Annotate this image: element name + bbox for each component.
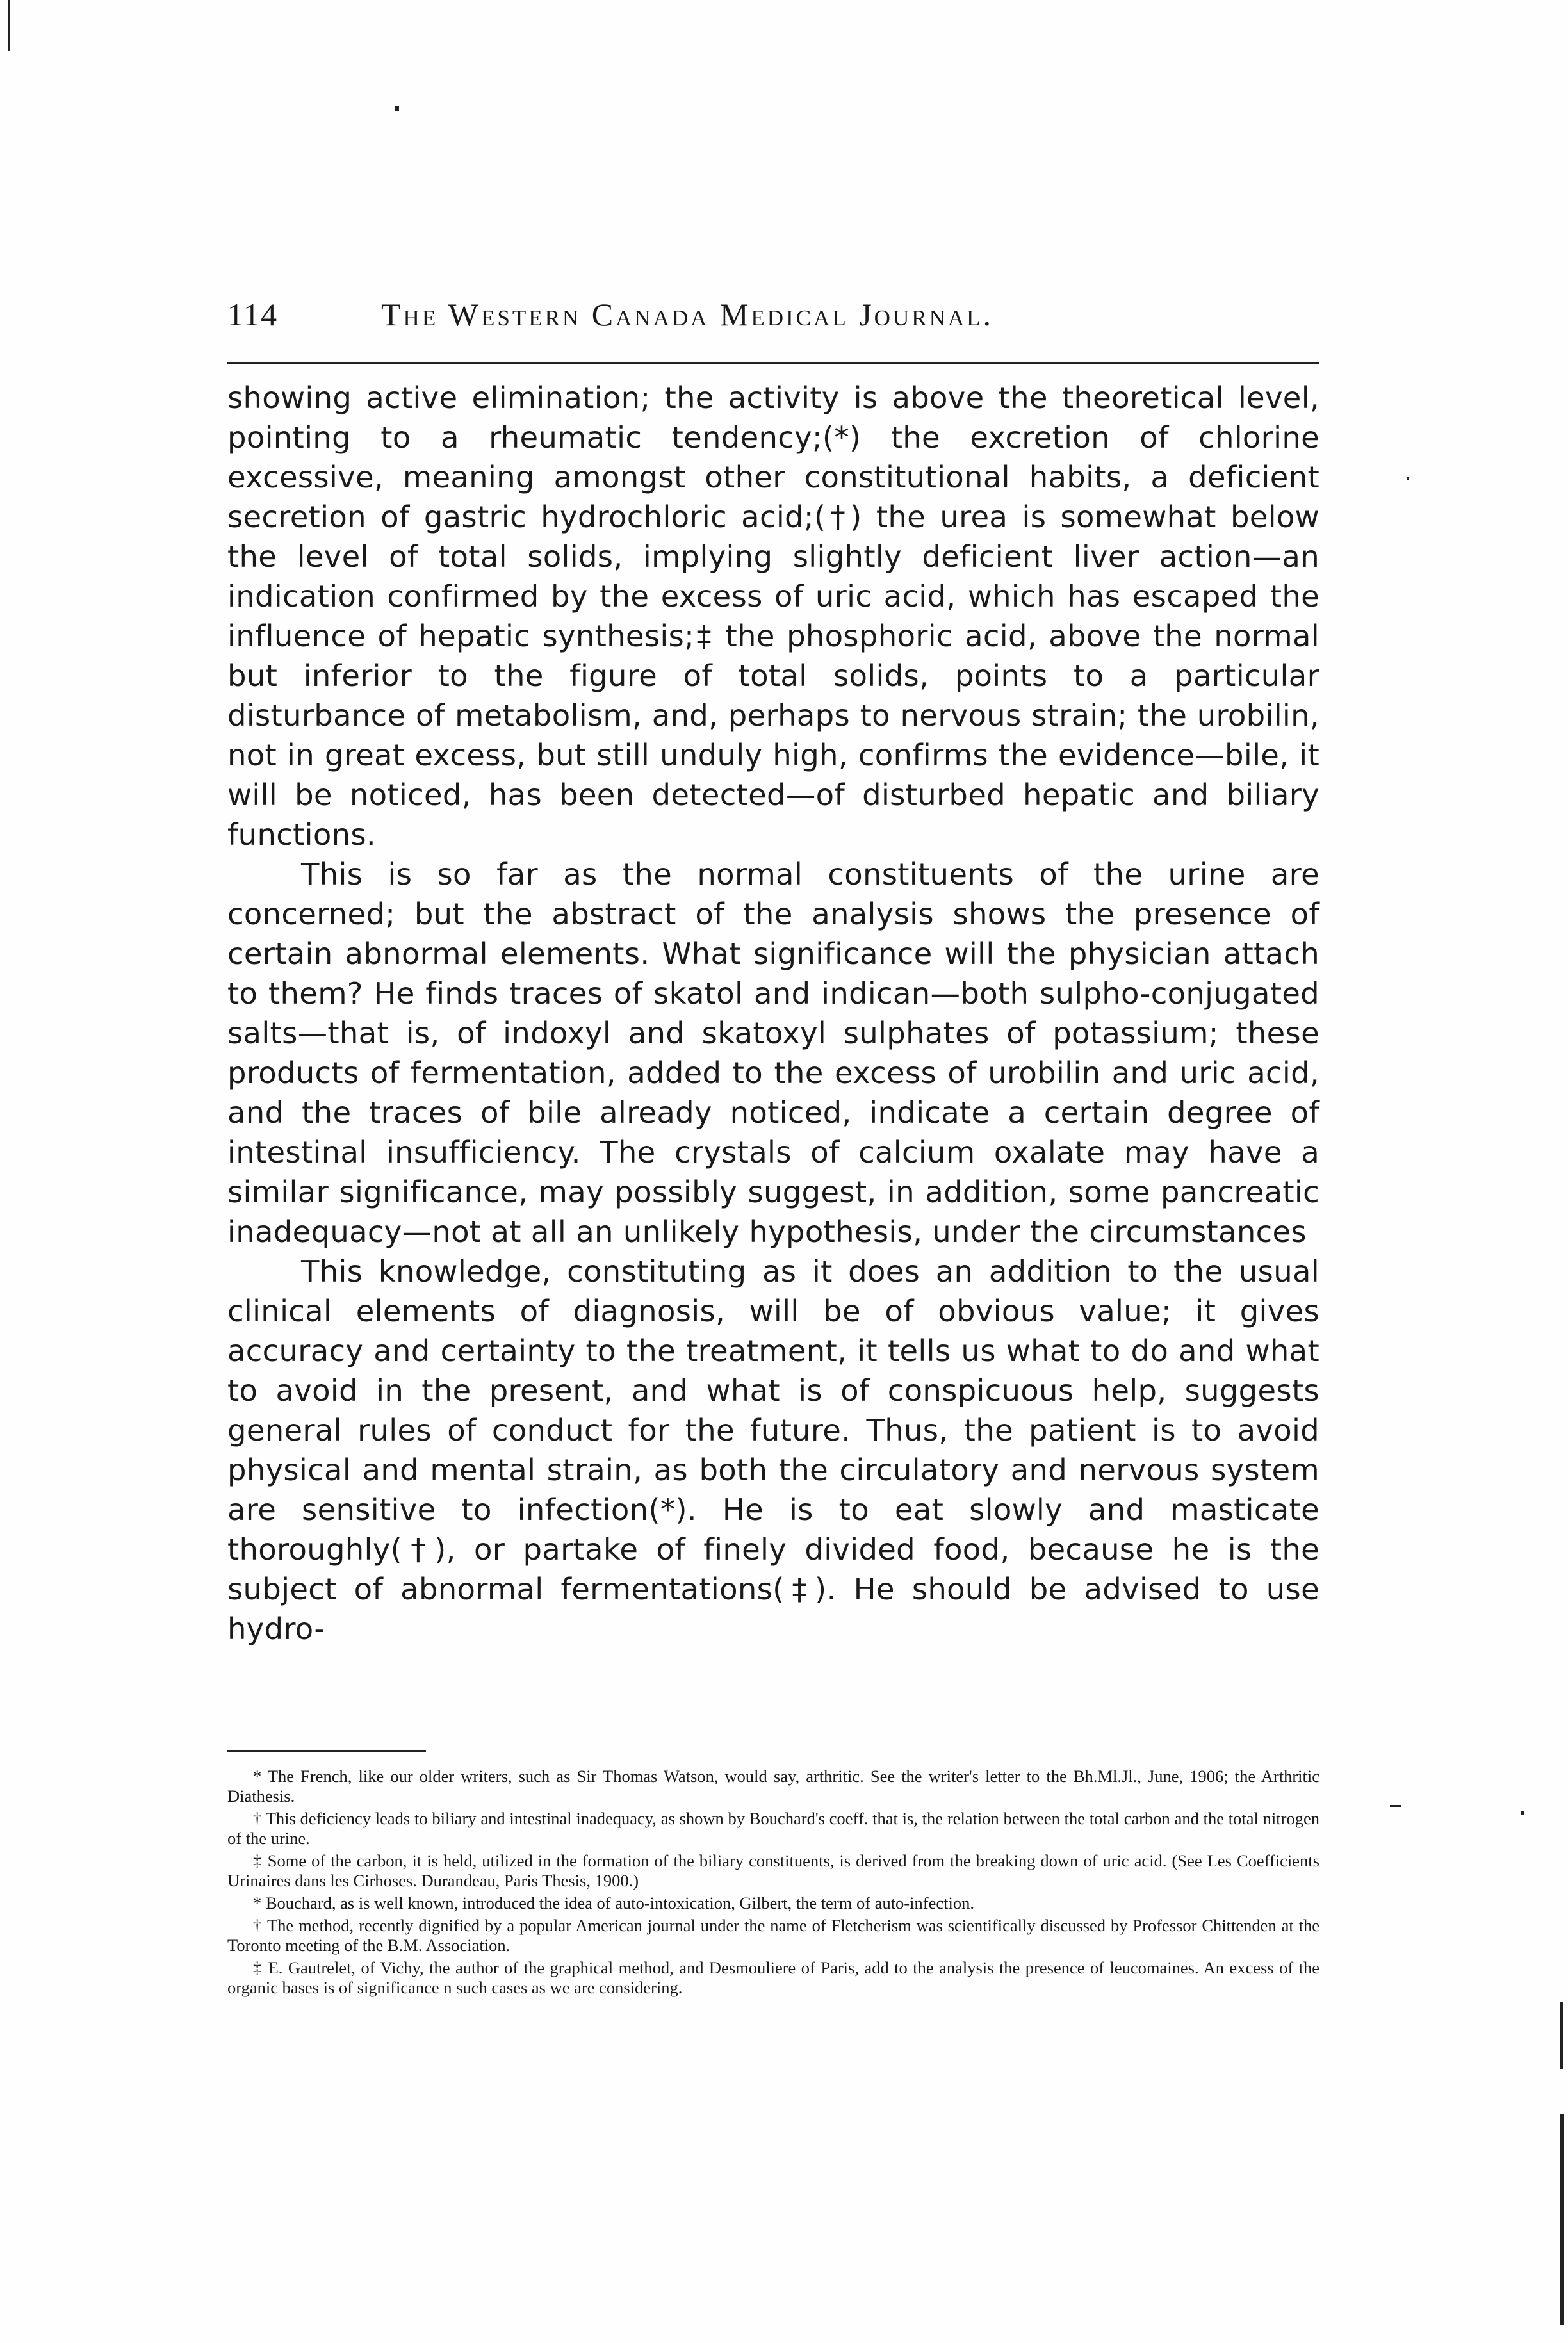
scan-mark-top-left	[8, 0, 10, 51]
body-text	[227, 378, 1319, 1649]
body-paragraph: This is so far as the normal constituents of the urine are concerned; but the abstract of the analysis shows the presence of certain abnormal elements. What significance will the physician attach to them? He finds traces of skatol and indican—both sulpho-conjugated salts—that is, of indoxyl and skatoxyl sulphates of potassium; these products of fermentation, added to the excess of urobilin and uric acid, and the traces of bile already noticed, indicate a certain degree of intestinal insufficiency. The crystals of calcium oxalate may have a similar significance, may possibly suggest, in addition, some pancreatic inadequacy—not at all an unlikely hypothesis, under the circumstances	[227, 857, 1319, 1249]
footnote: * Bouchard, as is well known, introduced the idea of auto-intoxication, Gilbert, the term of auto-infection.	[253, 1893, 974, 1913]
scan-mark-right-dot	[1407, 477, 1409, 480]
footnote-rule	[227, 1750, 426, 1752]
footnote: † This deficiency leads to biliary and intestinal inadequacy, as shown by Bouchard's coeff. that is, the relation between the total carbon and the total nitrogen of the urine.	[227, 1809, 1319, 1848]
footnote: * The French, like our older writers, such as Sir Thomas Watson, would say, arthritic. See the writer's letter to the Bh.Ml.Jl., June, 1906; the Arthritic Diathesis.	[227, 1767, 1319, 1806]
footnote: † The method, recently dignified by a popular American journal under the name of Fletcherism was scientifically discussed by Professor Chittenden at the Toronto meeting of the B.M. Association.	[227, 1916, 1319, 1955]
running-header	[227, 296, 1319, 354]
body-paragraph: This knowledge, constituting as it does an addition to the usual clinical elements of diagnosis, will be of obvious value; it gives accuracy and certainty to the treatment, it tells us what to do and what to avoid in the present, and what is of conspicuous help, suggests general rules of conduct for the future. Thus, the patient is to avoid physical and mental strain, as both the circulatory and nervous system are sensitive to infection(*). He is to eat slowly and masticate thoroughly(†), or partake of finely divided food, because he is the subject of abnormal fermentations(‡). He should be advised to use hydro-	[227, 1254, 1319, 1646]
footnote: ‡ E. Gautrelet, of Vichy, the author of the graphical method, and Desmouliere of Paris, add to the analysis the presence of leucomaines. An excess of the organic bases is of significance n such cases as we are considering.	[227, 1958, 1319, 1997]
scan-mark-right-dash	[1390, 1805, 1401, 1807]
scan-mark-right-edge-upper	[1560, 2002, 1563, 2069]
footnote: ‡ Some of the carbon, it is held, utilized in the formation of the biliary constituents, is derived from the breaking down of uric acid. (See Les Coefficients Urinaires dans les Cirhoses. Durandeau, Paris Thesis, 1900.)	[227, 1851, 1319, 1890]
journal-title: The Western Canada Medical Journal.	[381, 297, 993, 332]
body-paragraph: showing active elimination; the activity is above the theoretical level, pointing to a rheumatic tendency;(*) the excretion of chlorine excessive, meaning amongst other constitutional habits, a deficient secretion of gastric hydrochloric acid;(†) the urea is somewhat below the level of total solids, implying slightly deficient liver action—an indication confirmed by the excess of uric acid, which has escaped the influence of hepatic synthesis;‡ the phosphoric acid, above the normal but inferior to the figure of total solids, points to a particular disturbance of metabolism, and, perhaps to nervous strain; the urobilin, not in great excess, but still unduly high, confirms the evidence—bile, it will be noticed, has been detected—of disturbed hepatic and biliary functions.	[227, 380, 1319, 852]
scan-mark-dot	[395, 106, 399, 111]
page-number: 114	[227, 297, 279, 332]
footnotes	[227, 1767, 1319, 2000]
scan-mark-right-edge-lower	[1560, 2114, 1564, 2325]
header-rule	[227, 362, 1319, 364]
scan-mark-right-dot-2	[1521, 1811, 1524, 1815]
